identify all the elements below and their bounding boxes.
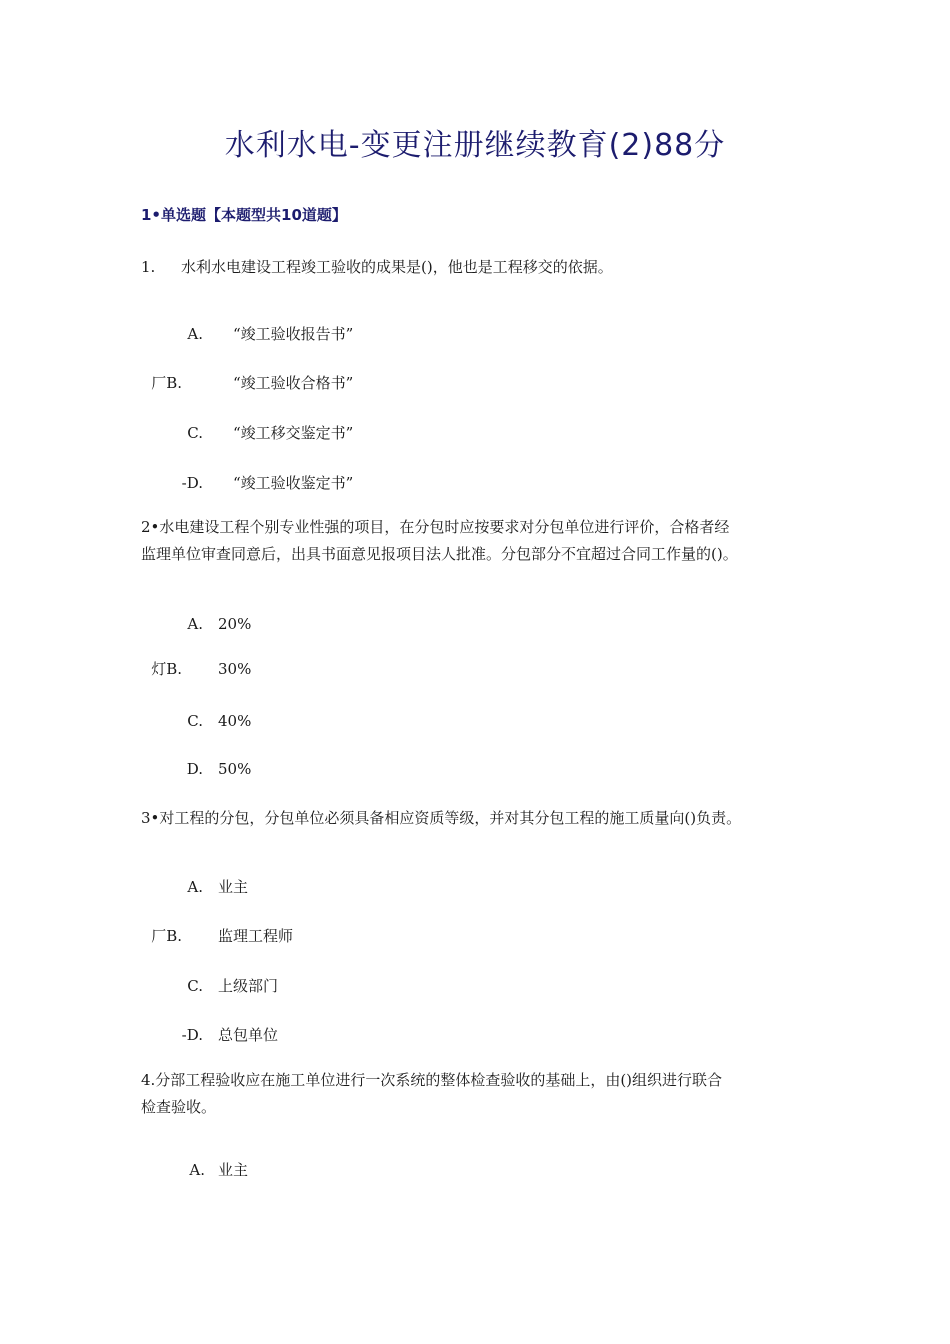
question-text-line: 检查验收。 xyxy=(141,1098,217,1116)
option-label: 灯B. xyxy=(151,660,182,678)
option-label: 厂B. xyxy=(151,927,182,945)
option-label: -D. xyxy=(181,1026,203,1044)
question-2 xyxy=(141,514,821,568)
option-label: C. xyxy=(187,424,203,442)
option-text: “竣工验收鉴定书” xyxy=(233,474,354,492)
question-text: 3•对工程的分包，分包单位必须具备相应资质等级，并对其分包工程的施工质量向()负责。 xyxy=(141,809,742,827)
option-text: 40% xyxy=(218,712,252,730)
option-text: 30% xyxy=(218,660,252,678)
option-text: “竣工移交鉴定书” xyxy=(233,424,354,442)
option-text: 20% xyxy=(218,615,252,633)
option-text: 总包单位 xyxy=(218,1026,279,1044)
question-number: 1. xyxy=(141,258,156,276)
option-label: A. xyxy=(187,878,203,896)
option-label: A. xyxy=(189,1161,205,1179)
option-text: 50% xyxy=(218,760,252,778)
option-label: 厂B. xyxy=(151,374,182,392)
question-1 xyxy=(141,254,821,281)
option-text: 监理工程师 xyxy=(218,927,294,945)
option-text: 业主 xyxy=(218,1161,249,1179)
section-heading: 1•单选题【本题型共10道题】 xyxy=(141,206,347,224)
question-4 xyxy=(141,1067,821,1121)
question-text-line: 2•水电建设工程个别专业性强的项目，在分包时应按要求对分包单位进行评价，合格者经 xyxy=(141,518,730,536)
option-label: A. xyxy=(187,325,203,343)
question-3 xyxy=(141,805,831,832)
option-label: C. xyxy=(187,977,203,995)
option-label: D. xyxy=(186,760,203,778)
option-text: “竣工验收合格书” xyxy=(233,374,354,392)
document-title: 水利水电-变更注册继续教育(2)88分 xyxy=(224,128,726,163)
option-text: “竣工验收报告书” xyxy=(233,325,354,343)
option-text: 业主 xyxy=(218,878,249,896)
question-text: 水利水电建设工程竣工验收的成果是()，他也是工程移交的依据。 xyxy=(181,258,613,276)
option-text: 上级部门 xyxy=(218,977,279,995)
question-text-line: 4.分部工程验收应在施工单位进行一次系统的整体检查验收的基础上，由()组织进行联合 xyxy=(141,1071,723,1089)
option-label: -D. xyxy=(181,474,203,492)
question-text-line: 监理单位审查同意后，出具书面意见报项目法人批准。分包部分不宜超过合同工作量的()。 xyxy=(141,545,738,563)
option-label: C. xyxy=(187,712,203,730)
option-label: A. xyxy=(187,615,203,633)
